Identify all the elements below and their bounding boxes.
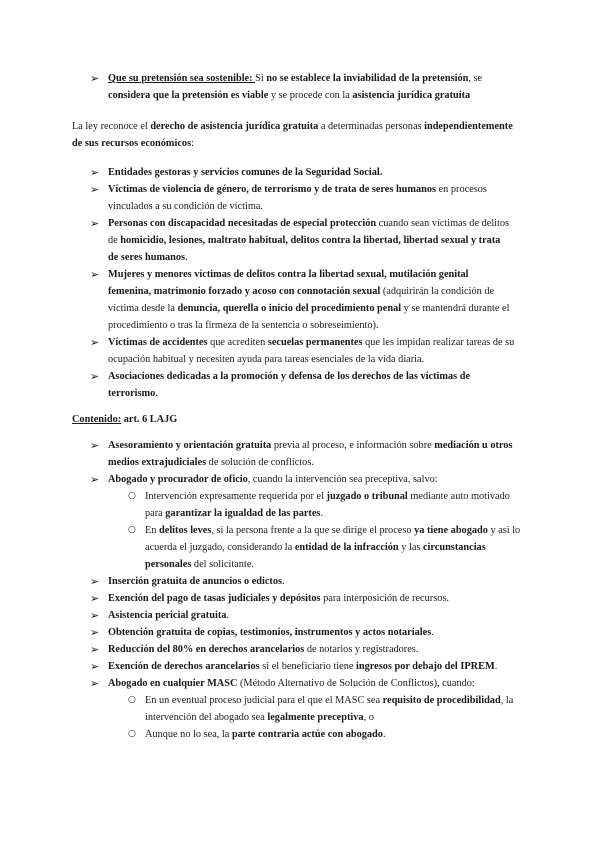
text-run: Asociaciones dedicadas a la promoción y defensa de los derechos de las víctimas de [108, 371, 471, 382]
arrow-bullet-icon: ➢ [90, 609, 100, 622]
text-run: . [226, 610, 229, 621]
text-run: . [185, 252, 188, 263]
text-run: . [382, 729, 386, 740]
list-item [108, 471, 528, 488]
arrow-bullet-icon: ➢ [90, 643, 100, 656]
list-item [108, 573, 528, 590]
arrow-bullet-icon: ➢ [90, 268, 100, 281]
text-run: asistencia jurídica gratuita [352, 90, 471, 101]
list-item [108, 164, 528, 181]
text-run: para [145, 508, 166, 519]
text-run: Obtención gratuita de copias, testimonios, instrumentos y actos notariales [108, 627, 432, 638]
text-run: Aunque no lo sea, la [145, 729, 232, 740]
text-run: Asesoramiento y orientación gratuita [108, 440, 272, 451]
list-item [108, 641, 528, 658]
text-run: vinculados a su condición de víctima. [108, 201, 263, 212]
text-run: terrorismo [108, 388, 156, 399]
text-run: , si la persona frente a la que se dirige el proceso [211, 525, 415, 536]
arrow-bullet-icon: ➢ [90, 217, 100, 230]
text-run: Abogado y procurador de oficio [108, 474, 248, 485]
text-line [108, 607, 528, 624]
arrow-bullet-icon: ➢ [90, 626, 100, 639]
text-run: previa al proceso, e información sobre [271, 440, 435, 451]
text-run: si el beneficiario tiene [259, 661, 357, 672]
text-run: y así lo [487, 525, 521, 536]
arrow-bullet-icon: ➢ [90, 166, 100, 179]
list-item [108, 590, 528, 607]
text-line [108, 300, 528, 317]
list-item [108, 607, 528, 624]
text-line [108, 351, 528, 368]
text-line [108, 624, 528, 641]
text-run: de seres humanos [108, 252, 186, 263]
intro-bullet [108, 70, 528, 104]
text-run: garantizar la igualdad de las partes [165, 508, 321, 519]
text-run: y las [398, 542, 423, 553]
intro-paragraph [72, 118, 528, 152]
arrow-bullet-icon: ➢ [90, 592, 100, 605]
circle-bullet-icon: ○ [128, 491, 136, 501]
text-run: (Método Alternativo de Solución de Conflictos), cuando: [237, 678, 475, 689]
text-run: , se [468, 73, 483, 84]
text-line [108, 658, 528, 675]
text-line [72, 118, 528, 135]
text-line [108, 70, 528, 87]
sub-list-item [145, 726, 528, 743]
text-line [108, 87, 528, 104]
list-item [108, 266, 528, 334]
text-run: Si [255, 73, 267, 84]
text-run: circunstancias [422, 542, 486, 553]
text-run: En [145, 525, 160, 536]
text-run: mediante auto motivado [407, 491, 510, 502]
text-line [145, 505, 528, 522]
text-line [108, 454, 528, 471]
text-run: y se procede con la [268, 90, 353, 101]
arrow-bullet-icon: ➢ [90, 336, 100, 349]
text-line [108, 215, 528, 232]
list-item [108, 675, 528, 692]
heading-reference: art. 6 LAJG [121, 414, 178, 425]
text-line [108, 334, 528, 351]
text-run: denuncia, querella o inicio del procedimiento penal [177, 303, 402, 314]
text-line [108, 573, 528, 590]
text-line [108, 471, 528, 488]
text-run: cuando sean víctimas de delitos [376, 218, 510, 229]
text-run: Intervención expresamente requerida por el [145, 491, 327, 502]
list-item [108, 437, 528, 471]
text-run: legalmente preceptiva [267, 712, 364, 723]
text-run: . [431, 627, 434, 638]
text-run: Mujeres y menores víctimas de delitos contra la libertad sexual, mutilación genital [108, 269, 469, 280]
text-line [72, 411, 528, 428]
text-run: ocupación habitual y necesiten ayuda para tareas esenciales de la vida diaria. [108, 354, 425, 365]
text-run: procedimiento o tras la firmeza de la sentencia o sobreseimiento). [108, 320, 379, 331]
text-line [108, 266, 528, 283]
text-run: Personas con discapacidad necesitadas de especial protección [108, 218, 377, 229]
text-line [108, 437, 528, 454]
arrow-bullet-icon: ➢ [90, 72, 100, 85]
circle-bullet-icon: ○ [128, 695, 136, 705]
text-run: Reducción del 80% en derechos arancelarios [108, 644, 305, 655]
text-line [145, 556, 528, 573]
text-line [145, 709, 528, 726]
text-run: requisito de procedibilidad [382, 695, 501, 706]
text-run: Inserción gratuita de anuncios o edictos [108, 576, 283, 587]
section-heading [72, 411, 528, 428]
text-line [108, 164, 528, 181]
text-run: . [282, 576, 285, 587]
text-run: considera que la pretensión es viable [108, 90, 269, 101]
text-run: intervención del abogado sea [145, 712, 268, 723]
sub-list-item [145, 522, 528, 573]
text-run: Asistencia pericial gratuita [108, 610, 227, 621]
text-run: del solicitante. [191, 559, 254, 570]
text-line [145, 692, 528, 709]
text-run: Víctimas de violencia de género, de terrorismo y de trata de seres humanos [108, 184, 437, 195]
text-run: a determinadas personas [318, 121, 425, 132]
text-run: En un eventual proceso judicial para el que el MASC sea [145, 695, 383, 706]
text-run: en procesos [436, 184, 487, 195]
text-run: Exención de derechos arancelarios [108, 661, 260, 672]
text-run: . [494, 661, 498, 672]
text-run: delitos leves [159, 525, 212, 536]
text-run: personales [145, 559, 192, 570]
text-run: de notarios y registradores. [304, 644, 419, 655]
text-line [108, 232, 528, 249]
sub-list-item [145, 692, 528, 726]
text-run: , la [500, 695, 514, 706]
arrow-bullet-icon: ➢ [90, 183, 100, 196]
arrow-bullet-icon: ➢ [90, 677, 100, 690]
list-item [108, 334, 528, 368]
text-line [72, 135, 528, 152]
circle-bullet-icon: ○ [128, 525, 136, 535]
text-run: derecho de asistencia jurídica gratuita [150, 121, 319, 132]
text-run: (adquirirán la condición de [380, 286, 495, 297]
text-run: homicidio, lesiones, maltrato habitual, delitos contra la libertad, libertad sexual y trata [120, 235, 501, 246]
text-line [145, 726, 528, 743]
list-item [108, 215, 528, 266]
arrow-bullet-icon: ➢ [90, 439, 100, 452]
text-line [108, 675, 528, 692]
text-line [108, 181, 528, 198]
text-run: juzgado o tribunal [326, 491, 408, 502]
text-run: ya tiene abogado [414, 525, 488, 536]
text-line [108, 368, 528, 385]
text-run: , cuando la intervención sea preceptiva, salvo: [247, 474, 438, 485]
text-run: de sus recursos económicos [72, 138, 192, 149]
arrow-bullet-icon: ➢ [90, 660, 100, 673]
text-run: para interposición de recursos. [320, 593, 449, 604]
arrow-bullet-icon: ➢ [90, 473, 100, 486]
text-line [108, 198, 528, 215]
text-run: . [155, 388, 158, 399]
heading-label: Contenido: [72, 414, 122, 425]
text-run: independientemente [424, 121, 513, 132]
list-item [108, 368, 528, 402]
text-line [108, 283, 528, 300]
text-run: Entidades gestoras y servicios comunes de la Seguridad Social. [108, 167, 383, 178]
text-run: , o [363, 712, 374, 723]
text-run: que les impidan realizar tareas de su [362, 337, 515, 348]
text-run: ingresos por debajo del IPREM [356, 661, 495, 672]
text-run: de solución de conflictos. [206, 457, 314, 468]
text-run: de [108, 235, 121, 246]
text-line [108, 317, 528, 334]
text-line [108, 385, 528, 402]
text-run: Que su pretensión sea sostenible: [108, 73, 256, 84]
text-run: que acrediten [207, 337, 268, 348]
text-run: Víctimas de accidentes [108, 337, 208, 348]
text-run: femenina, matrimonio forzado y acoso con connotación sexual [108, 286, 381, 297]
list-item [108, 181, 528, 215]
text-line [145, 539, 528, 556]
text-run: y se mantendrá durante el [401, 303, 510, 314]
text-run: víctima desde la [108, 303, 178, 314]
text-run: acuerda el juzgado, considerando la [145, 542, 295, 553]
text-run: parte contraria actúe con abogado [231, 729, 383, 740]
text-run: Abogado en cualquier MASC [108, 678, 238, 689]
arrow-bullet-icon: ➢ [90, 370, 100, 383]
text-line [145, 522, 528, 539]
text-run: : [191, 138, 194, 149]
list-item [108, 624, 528, 641]
text-line [108, 641, 528, 658]
text-run: medios extrajudiciales [108, 457, 207, 468]
text-line [108, 249, 528, 266]
sub-list-item [145, 488, 528, 522]
text-run: entidad de la infracción [294, 542, 399, 553]
circle-bullet-icon: ○ [128, 729, 136, 739]
text-line [145, 488, 528, 505]
text-run: secuelas permanentes [267, 337, 363, 348]
text-run: no se establece la inviabilidad de la pretensión [266, 73, 469, 84]
text-line [108, 590, 528, 607]
text-run: Exención del pago de tasas judiciales y depósitos [108, 593, 321, 604]
text-run: La ley reconoce el [72, 121, 151, 132]
arrow-bullet-icon: ➢ [90, 575, 100, 588]
text-run: mediación u otros [434, 440, 513, 451]
text-run: . [320, 508, 324, 519]
list-item [108, 658, 528, 675]
